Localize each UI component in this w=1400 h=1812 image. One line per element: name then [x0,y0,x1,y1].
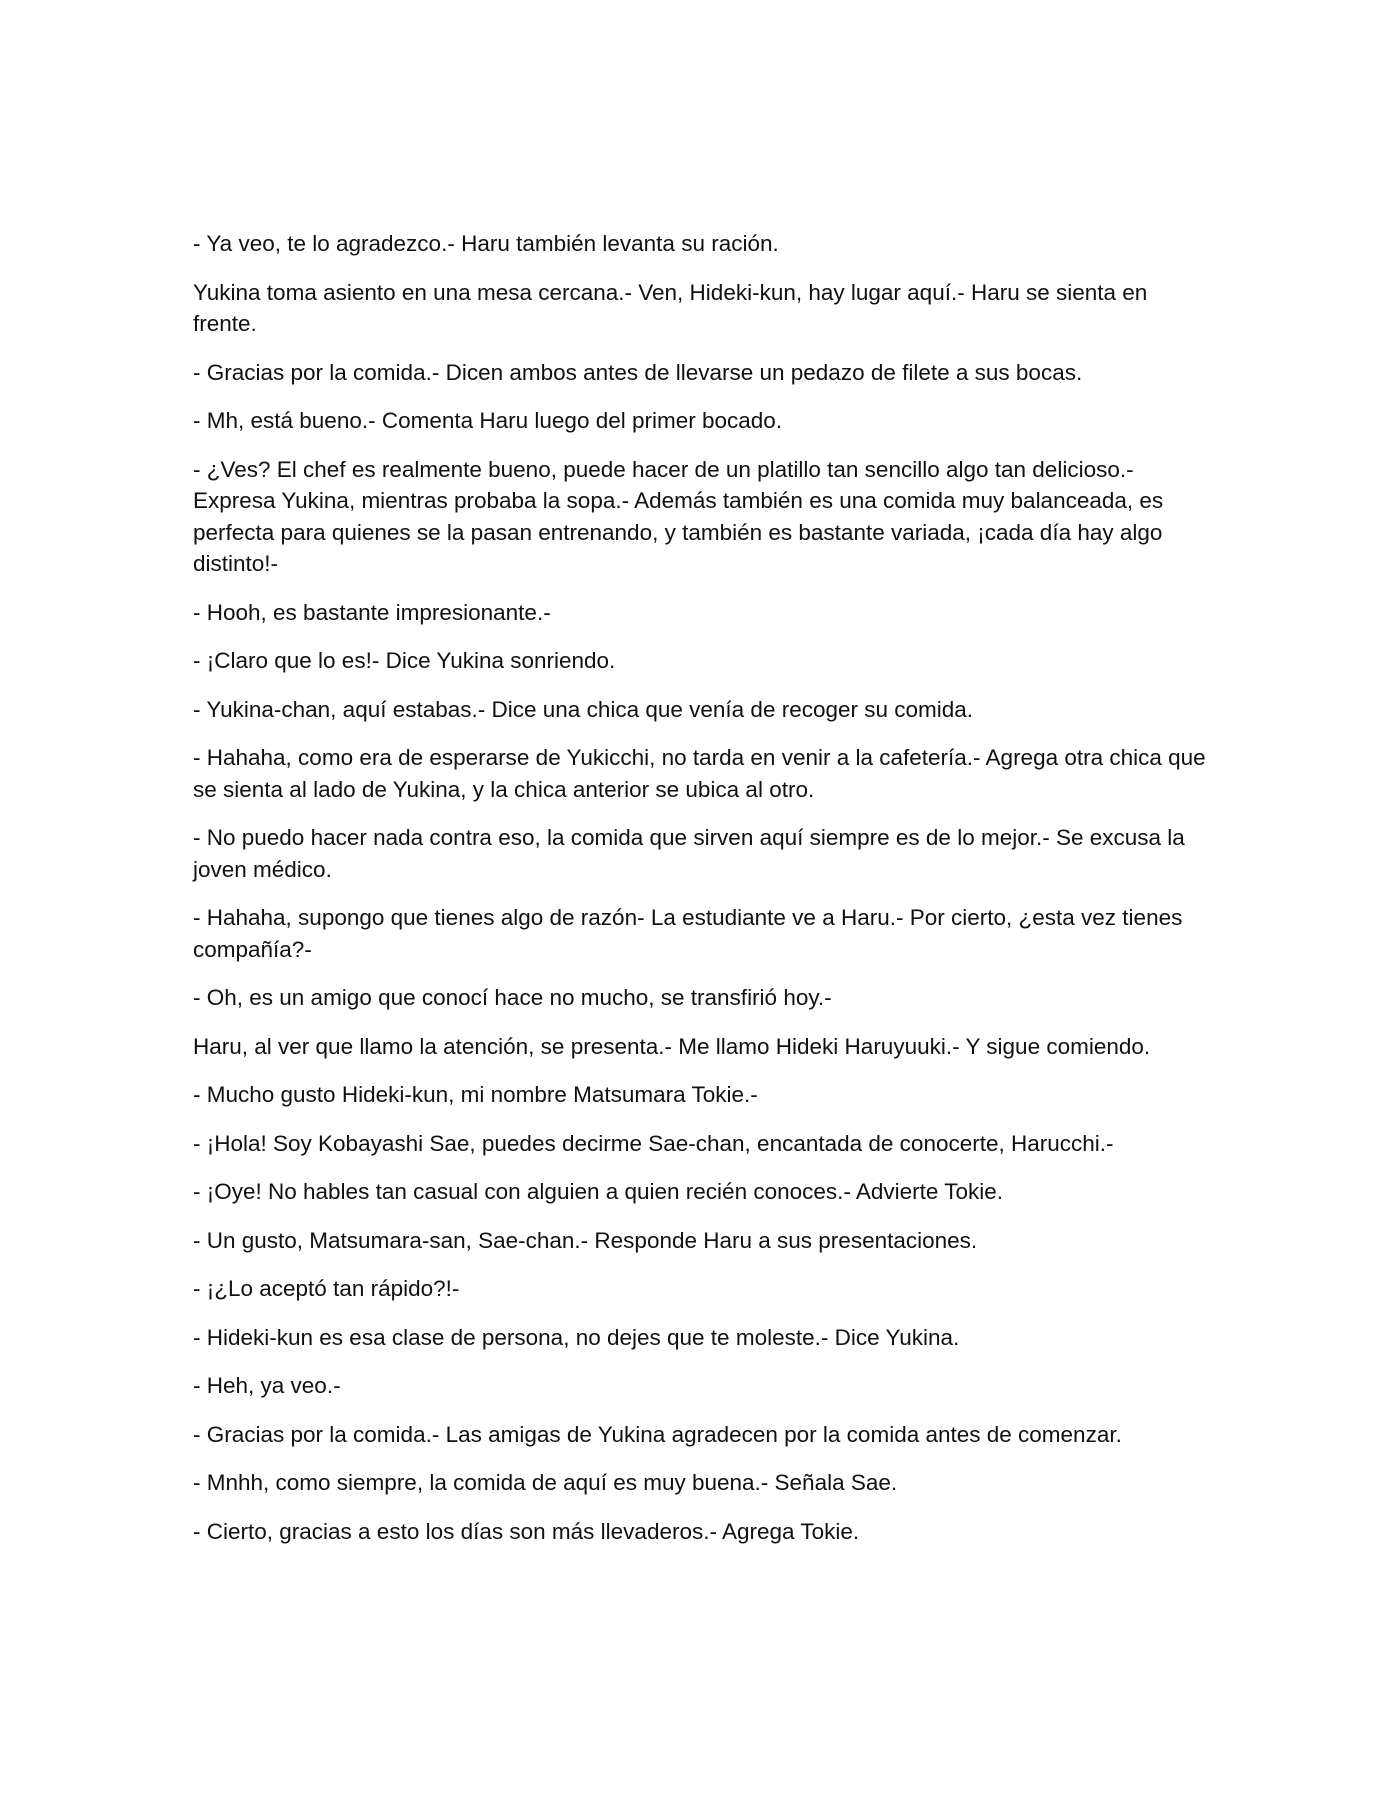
paragraph: - Yukina-chan, aquí estabas.- Dice una chica que venía de recoger su comida. [193,696,974,722]
paragraph: - ¡Hola! Soy Kobayashi Sae, puedes decirme Sae-chan, encantada de conocerte, Harucchi.- [193,1130,1114,1156]
paragraph: - ¡Claro que lo es!- Dice Yukina sonriendo. [193,648,616,673]
paragraph: - Gracias por la comida.- Dicen ambos antes de llevarse un pedazo de filete a sus bocas. [193,359,1083,385]
paragraph: - ¡Oye! No hables tan casual con alguien a quien recién conoces.- Advierte Tokie. [193,1179,1004,1204]
paragraph: - Mucho gusto Hideki-kun, mi nombre Matsumara Tokie.- [193,1082,758,1107]
paragraph: - Oh, es un amigo que conocí hace no mucho, se transfirió hoy.- [193,985,832,1010]
paragraph: - Mnhh, como siempre, la comida de aquí es muy buena.- Señala Sae. [193,1470,898,1495]
paragraph: - Mh, está bueno.- Comenta Haru luego del primer bocado. [193,408,783,433]
paragraph: - Ya veo, te lo agradezco.- Haru también levanta su ración. [193,231,779,256]
paragraph: - Un gusto, Matsumara-san, Sae-chan.- Responde Haru a sus presentaciones. [193,1227,978,1253]
paragraph: - Hahaha, supongo que tienes algo de razón- La estudiante ve a Haru.- Por cierto, ¿esta vez tienes compañía?- [193,905,1183,962]
paragraph: - No puedo hacer nada contra eso, la comida que sirven aquí siempre es de lo mejor.- Se excusa la joven médico. [193,825,1185,882]
paragraph: - Gracias por la comida.- Las amigas de Yukina agradecen por la comida antes de comenzar. [193,1421,1122,1447]
paragraph: - Heh, ya veo.- [193,1373,341,1398]
paragraph: - ¿Ves? El chef es realmente bueno, puede hacer de un platillo tan sencillo algo tan delicioso.- Expresa Yukina, mientras probaba la sopa.- Además también es una comida muy balanceada, es perfecta para quienes se la pasan entrenando, y también es bastante variada, ¡cada día hay algo distinto!- [193,456,1164,576]
paragraph: - Cierto, gracias a esto los días son más llevaderos.- Agrega Tokie. [193,1518,860,1544]
paragraph: - Hooh, es bastante impresionante.- [193,599,551,625]
paragraph: Yukina toma asiento en una mesa cercana.- Ven, Hideki-kun, hay lugar aquí.- Haru se sienta en frente. [193,279,1148,336]
paragraph: - ¡¿Lo aceptó tan rápido?!- [193,1276,460,1301]
document-body [193,228,1213,1564]
paragraph: Haru, al ver que llamo la atención, se presenta.- Me llamo Hideki Haruyuuki.- Y sigue comiendo. [193,1033,1151,1059]
paragraph: - Hideki-kun es esa clase de persona, no dejes que te moleste.- Dice Yukina. [193,1324,960,1350]
paragraph: - Hahaha, como era de esperarse de Yukicchi, no tarda en venir a la cafetería.- Agrega otra chica que se sienta al lado de Yukina, y la chica anterior se ubica al otro. [193,745,1206,802]
